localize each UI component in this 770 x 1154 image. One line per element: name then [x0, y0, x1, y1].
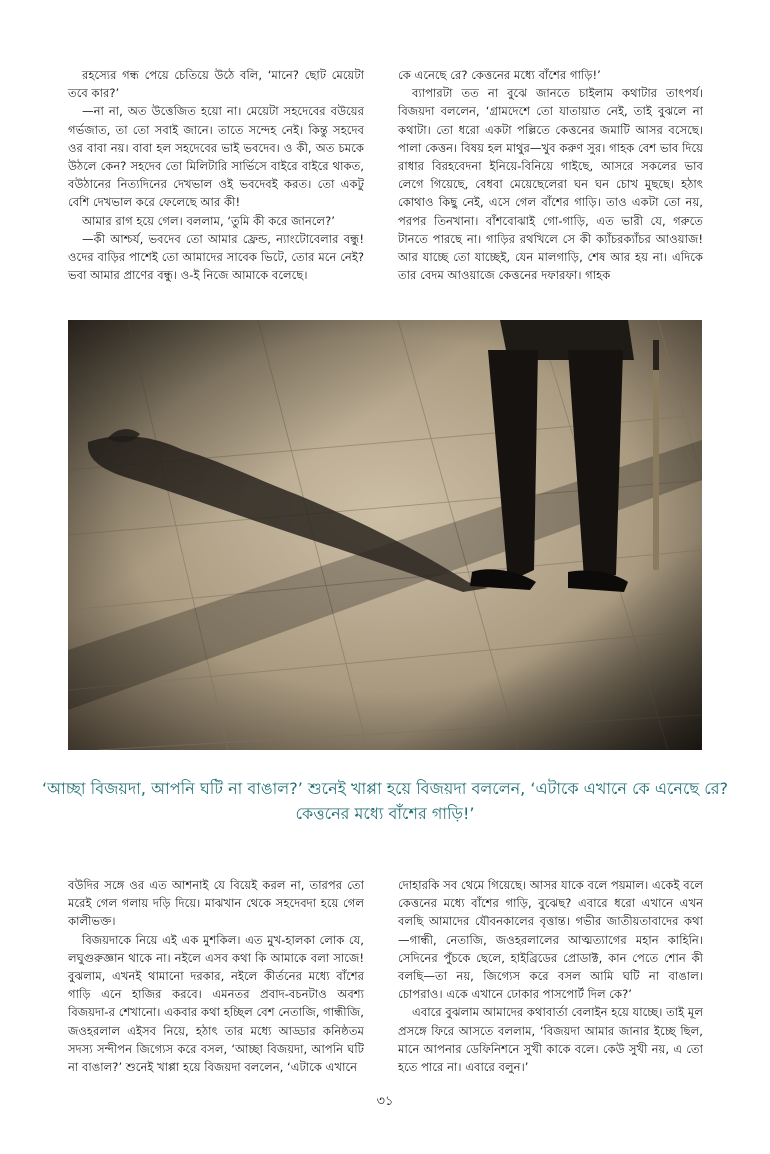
- paragraph: দোহারকি সব থেমে গিয়েছে। আসর যাকে বলে পয়মাল। একেই বলে কেত্তনের মধ্যে বাঁশের গাড়ি, বুঝেছ? এবারে ধরো এখানে এখন বলছি আমাদের যৌবনকালের বৃত্তান্ত। গভীর জাতীয়তাবাদের কথা—গান্ধী, নেতাজি, জওহরলালের আত্মত্যাগের মহান কাহিনি। সেদিনের পুঁচকে ছেলে, হাইব্রিডের প্রোডাক্ট, কান পেতে শোন কী বলছি—তা নয়, জিগ্যেস করে বসল আমি ঘটি না বাঙাল। চোপরাও। একে এখানে ঢোকার পাসপোর্ট দিল কে?’: [398, 878, 704, 1002]
- paragraph: ব্যাপারটা তত না বুঝে জানতে চাইলাম কথাটার তাৎপর্য। বিজয়দা বললেন, ‘গ্রামদেশে তো যাতায়াত নেই, তাই বুঝলে না কথাটা। তো ধরো একটা পল্লিতে কেত্তনের জমাটি আসর বসেছে। পালা কেত্তন। বিষয় হল মাথুর—খুব করুণ সুর। গাহক বেশ ভাব দিয়ে রাধার বিরহবেদনা ইনিয়ে-বিনিয়ে গাইছে, আসরে সকলের ভাব লেগে গিয়েছে, বেধবা মেয়েছেলেরা ঘন ঘন চোখ মুছছে। হঠাৎ কোথাও কিছু নেই, এসে গেল বাঁশের গাড়ি। তাও একটা তো নয়, পরপর তিনখানা। বাঁশবোঝাই গো-গাড়ি, এত ভারী যে, গরুতে টানতে পারছে না। গাড়ির রথখিলে সে কী ক্যাঁচরক্যাঁচর আওয়াজ! আর যাচ্ছে তো যাচ্ছেই, যেন মালগাড়ি, শেষ আর হয় না। এদিকে তার বেদম আওয়াজে কেত্তনের দফারফা। গাহক: [398, 86, 703, 283]
- article-column-bottom-left: [68, 876, 364, 1076]
- pull-quote: [40, 776, 730, 826]
- article-column-top-left: [68, 66, 364, 284]
- paragraph: বিজয়দাকে নিয়ে এই এক মুশকিল। এত মুখ-হালকা লোক যে, লঘুগুরুজ্ঞান থাকে না। নইলে এসব কথা কি আমাকে বলা সাজে! বুঝলাম, এখনই থামানো দরকার, নইলে কীর্তনের মধ্যে বাঁশের গাড়ি এনে হাজির করবে। এমনতর প্রবাদ-বচনটাও অবশ্য বিজয়দা-র শেখানো। একবার কথা হচ্ছিল বেশ নেতাজি, গান্ধীজি, জওহরলাল এইসব নিয়ে, হঠাৎ তার মধ্যে আড্ডার কনিষ্ঠতম সদস্য সন্দীপন জিগ্যেস করে বসল, ‘আচ্ছা বিজয়দা, আপনি ঘটি না বাঙাল?’ শুনেই খাপ্পা হয়ে বিজয়দা বললেন, ‘এটাকে এখানে: [68, 932, 364, 1075]
- paragraph: বউদির সঙ্গে ওর এত আশনাই যে বিয়েই করল না, তারপর তো মরেই গেল গলায় দড়ি দিয়ে। মাঝখান থেকে সহদেবদা হয়ে গেল কালীভক্ত।: [68, 878, 364, 929]
- paragraph: আমার রাগ হয়ে গেল। বললাম, ‘তুমি কী করে জানলে?’: [82, 213, 335, 228]
- paragraph: এবারে বুঝলাম আমাদের কথাবার্তা বেলাইন হয়ে যাচ্ছে। তাই মূল প্রসঙ্গে ফিরে আসতে বললাম, ‘বিজয়দা আমার জানার ইচ্ছে ছিল, মানে আপনার ডেফিনিশনে সুখী কাকে বলে। কেউ সুখী নয়, এ তো হতে পারে না। এবারে বলুন।’: [398, 1005, 703, 1075]
- paragraph: —কী আশ্চর্য, ভবদেব তো আমার ফ্রেন্ড, ন্যাংটোবেলার বন্ধু! ওদের বাড়ির পাশেই তো আমাদের সাবেক ভিটে, তোর মনে নেই? ভবা আমার প্রাণের বন্ধু। ও-ই নিজে আমাকে বলেছে।: [68, 231, 364, 283]
- pull-quote-line: ‘আচ্ছা বিজয়দা, আপনি ঘটি না বাঙাল?’ শুনেই খাপ্পা হয়ে বিজয়দা বললেন, ‘এটাকে এখানে কে এনেছে রে?: [42, 779, 728, 798]
- article-column-bottom-right: [398, 876, 703, 1076]
- shadow-walker-image: [68, 320, 702, 750]
- paragraph: কে এনেছে রে? কেত্তনের মধ্যে বাঁশের গাড়ি!’: [398, 68, 601, 82]
- article-column-top-right: [398, 66, 703, 284]
- pull-quote-line: কেত্তনের মধ্যে বাঁশের গাড়ি!’: [295, 804, 475, 823]
- paragraph: রহস্যের গন্ধ পেয়ে চেতিয়ে উঠে বলি, ‘মানে? ছোট মেয়েটা তবে কার?’: [68, 68, 364, 101]
- page-number: ৩১: [376, 1094, 394, 1109]
- paragraph: —না না, অত উত্তেজিত হয়ো না। মেয়েটা সহদেবের বউয়ের গর্ভজাত, তা তো সবাই জানে। তাতে সন্দেহ নেই। কিন্তু সহদেব ওর বাবা নয়। বাবা হল সহদেবের ভাই ভবদেব। ও কী, অত চমকে উঠলে কেন? সহদেব তো মিলিটারি সার্ভিসে বাইরে বাইরে থাকত, বউঠানের নিত্যদিনের দেখভাল ওই ভবদেবই করত। তো একটু বেশি দেখভাল করে ফেলেছে আর কী!: [68, 104, 364, 210]
- illustration-photo: [68, 320, 702, 750]
